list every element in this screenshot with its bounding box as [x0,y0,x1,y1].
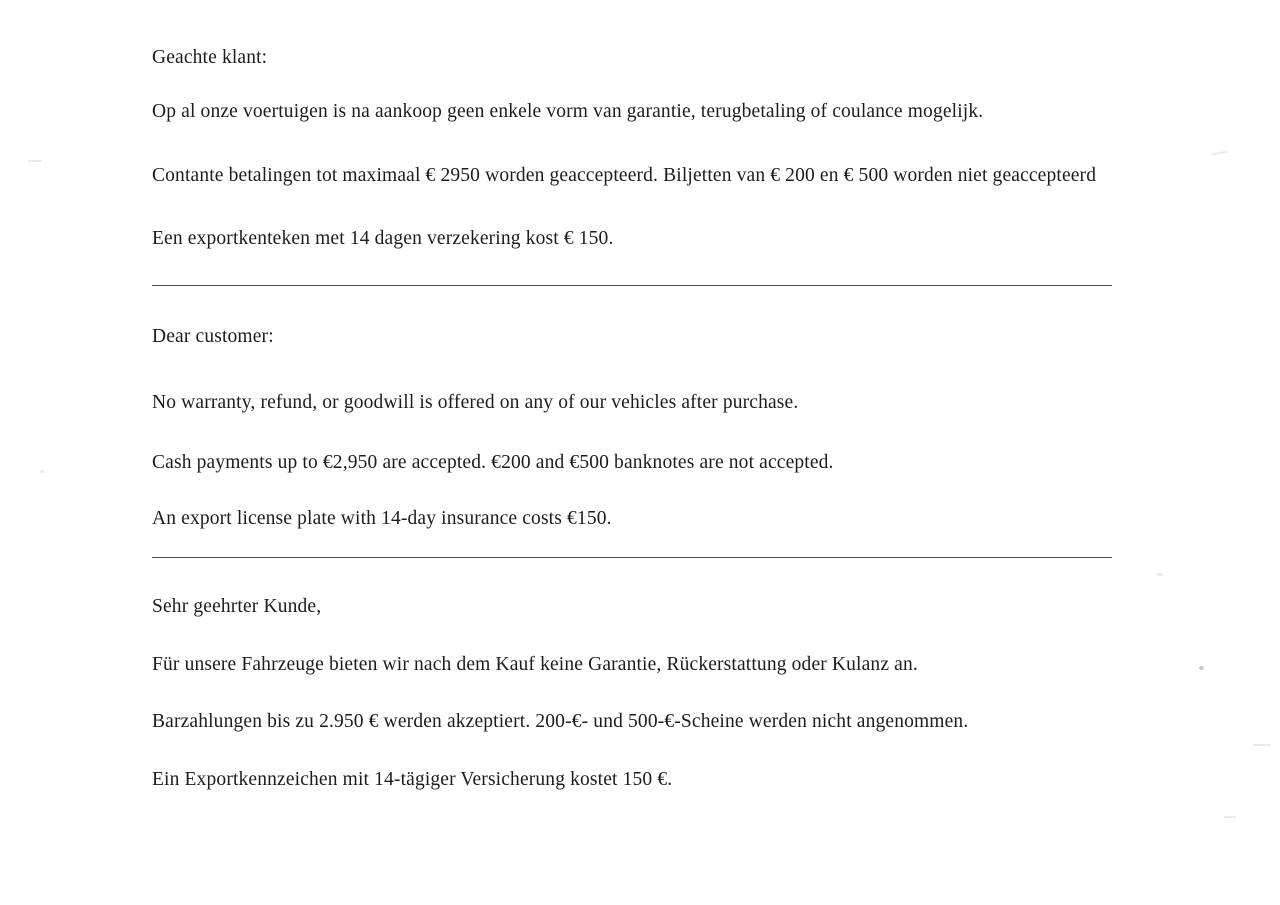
scan-speckle [40,470,44,473]
scan-speckle [1199,666,1204,670]
scan-speckle [28,160,42,162]
scan-speckle [1156,573,1163,576]
german-salutation: Sehr geehrter Kunde, [152,596,322,617]
dutch-paragraph-cash-limit: Contante betalingen tot maximaal € 2950 worden geaccepteerd. Biljetten van € 200 en € 500 worden niet geaccepteerd [152,165,1097,186]
german-paragraph-cash-limit: Barzahlungen bis zu 2.950 € werden akzeptiert. 200-€- und 500-€-Scheine werden nicht angenommen. [152,711,969,732]
scanned-notice-page [152,0,1128,905]
english-paragraph-warranty: No warranty, refund, or goodwill is offered on any of our vehicles after purchase. [152,392,799,413]
english-salutation: Dear customer: [152,326,274,347]
scan-speckle [1212,151,1228,155]
german-paragraph-export-plate: Ein Exportkennzeichen mit 14-tägiger Versicherung kostet 150 €. [152,769,673,790]
section-divider [152,285,1112,286]
dutch-paragraph-warranty: Op al onze voertuigen is na aankoop geen enkele vorm van garantie, terugbetaling of coulance mogelijk. [152,101,984,122]
german-paragraph-warranty: Für unsere Fahrzeuge bieten wir nach dem Kauf keine Garantie, Rückerstattung oder Kulanz an. [152,654,918,675]
scan-speckle [1253,744,1271,746]
dutch-salutation: Geachte klant: [152,47,268,68]
english-paragraph-cash-limit: Cash payments up to €2,950 are accepted. €200 and €500 banknotes are not accepted. [152,452,834,473]
dutch-paragraph-export-plate: Een exportkenteken met 14 dagen verzekering kost € 150. [152,228,614,249]
english-paragraph-export-plate: An export license plate with 14-day insurance costs €150. [152,508,612,529]
section-divider [152,557,1112,558]
scan-speckle [1224,816,1236,818]
